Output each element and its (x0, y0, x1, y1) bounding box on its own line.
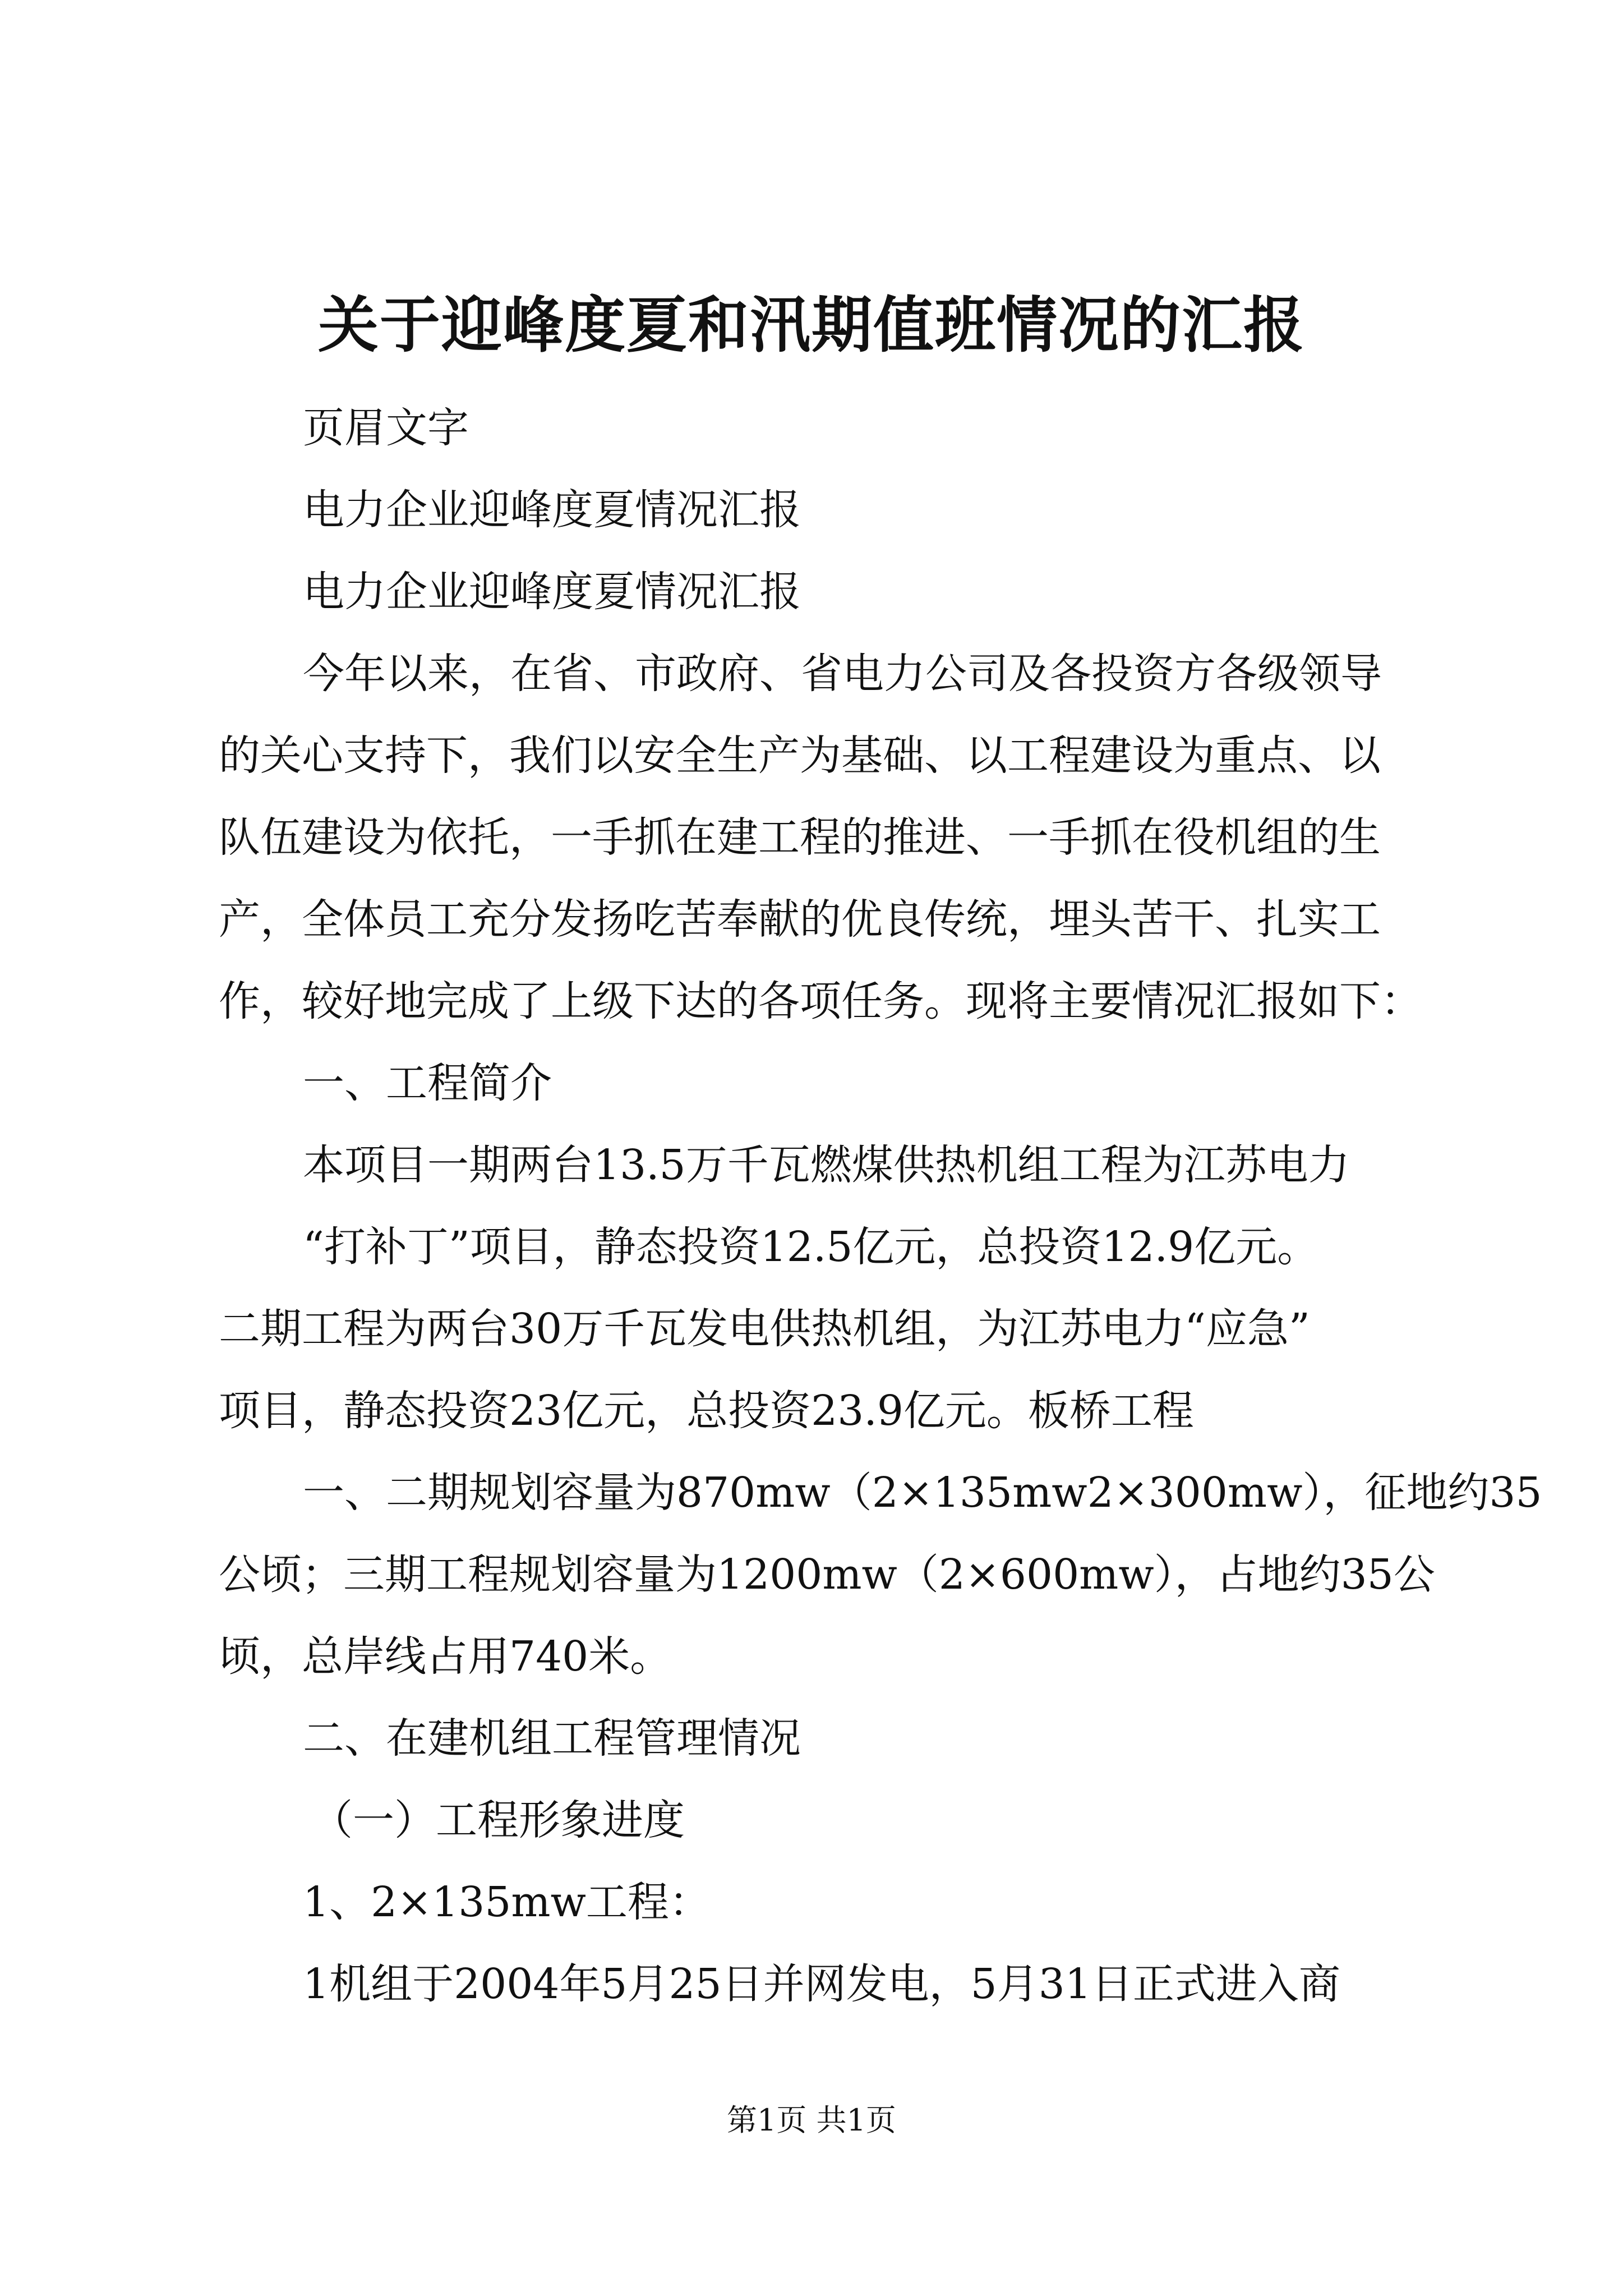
paragraph-line: 产，全体员工充分发扬吃苦奉献的优良传统，埋头苦干、扎实工 (219, 895, 1381, 944)
section-heading: 二、在建机组工程管理情况 (303, 1714, 801, 1763)
paragraph-line: “打补丁”项目，静态投资12.5亿元，总投资12.9亿元。 (303, 1223, 1319, 1271)
paragraph-line: 1机组于2004年5月25日并网发电，5月31日正式进入商 (303, 1960, 1340, 2008)
page-footer: 第1页 共1页 (727, 2102, 896, 2138)
paragraph-line: 项目，静态投资23亿元，总投资23.9亿元。板桥工程 (219, 1387, 1194, 1435)
paragraph-line: 今年以来，在省、市政府、省电力公司及各投资方各级领导 (303, 650, 1382, 698)
paragraph-line: 二期工程为两台30万千瓦发电供热机组，为江苏电力“应急” (219, 1305, 1310, 1353)
list-item-heading: 1、2×135mw工程： (303, 1878, 711, 1926)
paragraph-line: 电力企业迎峰度夏情况汇报 (303, 568, 801, 616)
paragraph-line: 电力企业迎峰度夏情况汇报 (303, 486, 801, 534)
document-title: 关于迎峰度夏和汛期值班情况的汇报 (317, 290, 1305, 361)
subsection-heading: （一）工程形象进度 (311, 1796, 685, 1844)
paragraph-line: 页眉文字 (303, 404, 469, 452)
paragraph-line: 作，较好地完成了上级下达的各项任务。现将主要情况汇报如下： (219, 977, 1422, 1025)
paragraph-line: 顷，总岸线占用740米。 (219, 1632, 672, 1681)
paragraph-line: 的关心支持下，我们以安全生产为基础、以工程建设为重点、以 (219, 731, 1381, 780)
paragraph-line: 队伍建设为依托，一手抓在建工程的推进、一手抓在役机组的生 (219, 813, 1381, 862)
section-heading: 一、工程简介 (303, 1059, 552, 1107)
paragraph-line: 本项目一期两台13.5万千瓦燃煤供热机组工程为江苏电力 (303, 1141, 1350, 1189)
document-body (219, 387, 1542, 2025)
paragraph-line: 公顷；三期工程规划容量为1200mw（2×600mw），占地约35公 (219, 1550, 1435, 1599)
paragraph-line: 一、二期规划容量为870mw（2×135mw2×300mw），征地约35 (303, 1469, 1542, 1517)
